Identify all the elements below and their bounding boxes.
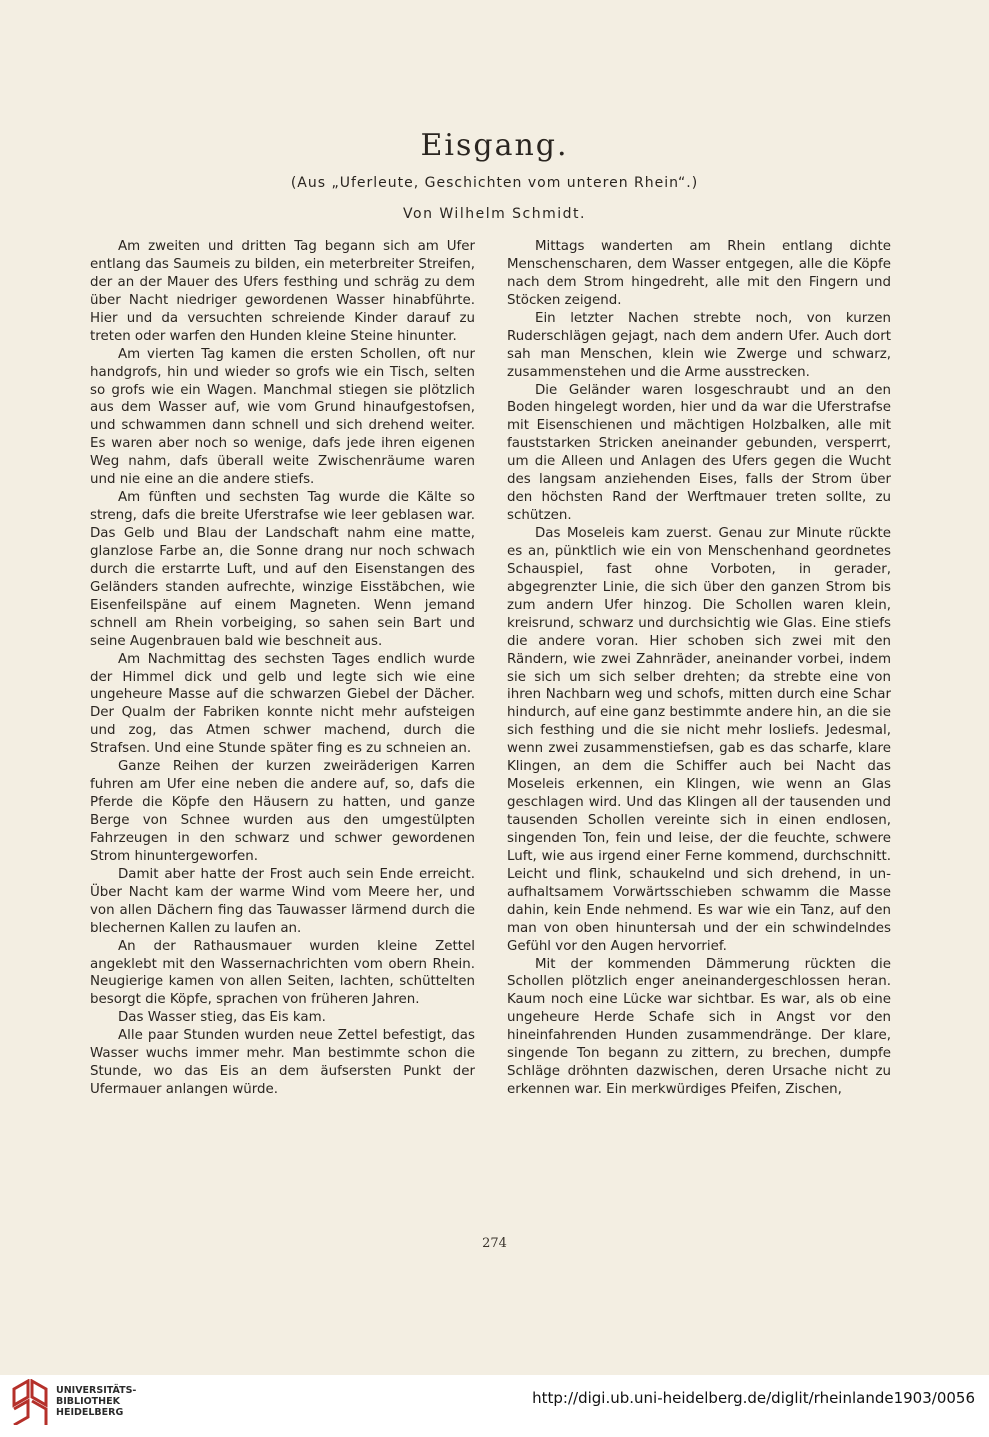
institution-line: UNIVERSITÄTS- xyxy=(56,1385,137,1396)
article-subtitle: (Aus „Uferleute, Geschichten vom unteren Rhein“.) xyxy=(290,175,699,191)
paragraph: An der Rathausmauer wurden kleine Zettel angeklebt mit den Wassernachrichten vom obern Rhein. Neugierige kamen von allen Seiten, lachten, schüttelten besorgt die Köpfe, sprachen von früheren Jahren. xyxy=(90,938,475,1008)
source-url-link[interactable]: http://digi.ub.uni-heidelberg.de/diglit/rheinlande1903/0056 xyxy=(532,1389,975,1407)
paragraph: Ganze Reihen der kurzen zweiräderigen Karren fuhren am Ufer eine neben die andere auf, so, dafs die Pferde die Köpfe den Häusern zu hatten, und ganze Berge von Schnee wurden aus den umgestülpten Fahrzeugen in den schwarz und schwer gewordenen Strom hinuntergeworfen. xyxy=(90,759,475,864)
article-byline: Von Wilhelm Schmidt. xyxy=(403,206,586,222)
paragraph: Am fünften und sechsten Tag wurde die Kälte so streng, dafs die breite Uferstrafse wie leer geblasen war. Das Gelb und Blau der Landschaft nahm eine matte, glanzlose Farbe an, die Sonne drang nur noch schwach durch die erstarrte Luft, und auf den Eisenstangen des Geländers standen aufrechte, winzige Eisstäbchen, wie Eisenfeilspäne auf einem Magneten. Wenn jemand schnell am Rhein vorbeiging, so sahen sein Bart und seine Augenbrauen bald wie beschneit aus. xyxy=(90,490,475,649)
institution-name xyxy=(56,1385,136,1418)
paragraph: Das Moseleis kam zuerst. Genau zur Minute rückte es an, pünktlich wie ein von Menschenhand geordnetes Schauspiel, fast ohne Vorboten, in gerader, abgegrenzter Linie, die sich über den ganzen Strom bis zum andern Ufer hinzog. Die Schollen waren klein, kreisrund, schwarz und durchsichtig wie Glas. Eine stiefs die andere voran. Hier schoben sich zwei mit den Rändern, wie zwei Zahnräder, aneinander vorbei, indem sie sich um sich selber drehten; da strebte eine von ihren Nachbarn weg und schofs, mitten durch eine Schar hindurch, auf eine ganz bestimmte andere hin, an die sie sich festhing und die sie nicht mehr losliefs. Jedesmal, wenn zwei zusammenstiefsen, gab es das scharfe, klare Klingen, an dem die Schiffer auch bei Nacht das Moseleis erkennen, ein Klingen, wie wenn an Glas geschlagen wird. Und das Klingen all der tausenden und tausenden Schollen vereinte sich in einen endlosen, singenden Ton, fein und leise, der die feuchte, schwere Luft, wie aus irgend einer Ferne kommend, durchschnitt. Leicht und flink, schaukelnd und sich drehend, in unaufhaltsamem Vorwärtsschieben schwamm die Masse dahin, kein Ende nehmend. Es war wie ein Tanz, auf den man von oben hinuntersah und der ein schwindelndes Gefühl vor den Augen hervorrief. xyxy=(507,526,891,954)
paragraph: Am vierten Tag kamen die ersten Schollen, oft nur handgrofs, hin und wieder so grofs wie ein Tisch, selten so grofs wie ein Wagen. Manchmal stiegen sie plötzlich aus dem Wasser auf, wie vom Grund hinaufgestofsen, und schwammen dann schnell und sich drehend weiter. Es waren aber noch so wenige, dafs jede ihren eigenen Weg nahm, dafs überall weite Zwischenräume waren und nie eine an die andere stiefs. xyxy=(90,346,475,488)
page-number: 274 xyxy=(482,1236,507,1251)
university-library-logo-icon xyxy=(10,1379,50,1425)
article-title: Eisgang. xyxy=(420,128,569,163)
institution-line: HEIDELBERG xyxy=(56,1407,124,1418)
paragraph: Alle paar Stunden wurden neue Zettel befestigt, das Wasser wuchs immer mehr. Man bestimmte schon die Stunde, wo das Eis an dem äufsersten Punkt der Ufermauer anlangen würde. xyxy=(90,1028,475,1098)
institution-line: BIBLIOTHEK xyxy=(56,1396,120,1407)
footer-bar xyxy=(0,1375,989,1437)
left-column xyxy=(90,238,475,1099)
paragraph: Am zweiten und dritten Tag begann sich am Ufer entlang das Saumeis zu bilden, ein meterbreiter Streifen, der an der Mauer des Ufers festhing und schräg zu dem über Nacht niedriger gewordenen Wasser hinabführte. Hier und da versuchten schreiende Kinder darauf zu treten oder warfen den Hunden kleine Steine hinunter. xyxy=(90,239,475,344)
paragraph: Am Nachmittag des sechsten Tages endlich wurde der Himmel dick und gelb und legte sich wie eine ungeheure Masse auf die schwarzen Giebel der Dächer. Der Qualm der Fabriken konnte nicht mehr aufsteigen und zog, das Atmen schwer machend, durch die Strafsen. Und eine Stunde später fing es zu schneien an. xyxy=(90,651,475,757)
paragraph: Ein letzter Nachen strebte noch, von kurzen Ruderschlägen gejagt, nach dem andern Ufer. Auch dort sah man Menschen, klein wie Zwerge und schwarz, zusammenstehen und die Arme ausstrecken. xyxy=(507,310,891,380)
paragraph: Mit der kommenden Dämmerung rückten die Schollen plötzlich enger aneinandergeschlossen heran. Kaum noch eine Lücke war sichtbar. Es war, als ob eine ungeheure Herde Schafe sich in Angst vor den hineinfahrenden Hunden zusammendränge. Der klare, singende Ton begann zu zittern, zu brechen, dumpfe Schläge dröhnten dazwischen, deren Ursache nicht zu erkennen war. Ein merkwürdiges Pfeifen, Zischen, xyxy=(507,956,891,1098)
paragraph: Das Wasser stieg, das Eis kam. xyxy=(118,1010,326,1026)
paragraph: Mittags wanderten am Rhein entlang dichte Menschenscharen, dem Wasser entgegen, alle die Köpfe nach dem Strom hingedreht, alle mit den Fingern und Stöcken zeigend. xyxy=(507,239,891,308)
paragraph: Damit aber hatte der Frost auch sein Ende erreicht. Über Nacht kam der warme Wind vom Meere her, und von allen Dächern fing das Tauwasser lärmend durch die blechernen Kallen zu laufen an. xyxy=(90,866,475,936)
right-column xyxy=(507,238,891,1099)
paragraph: Die Geländer waren losgeschraubt und an den Boden hingelegt worden, hier und da war die Uferstrafse mit Eisenschienen und mächtigen Holzbalken, alle mit fauststarken Stricken aneinander gebunden, versperrt, um die Alleen und Anlagen des Ufers gegen die Wucht des langsam anziehenden Eises, falls der Strom über den höchsten Rand der Werftmauer treten sollte, zu schützen. xyxy=(507,382,891,524)
